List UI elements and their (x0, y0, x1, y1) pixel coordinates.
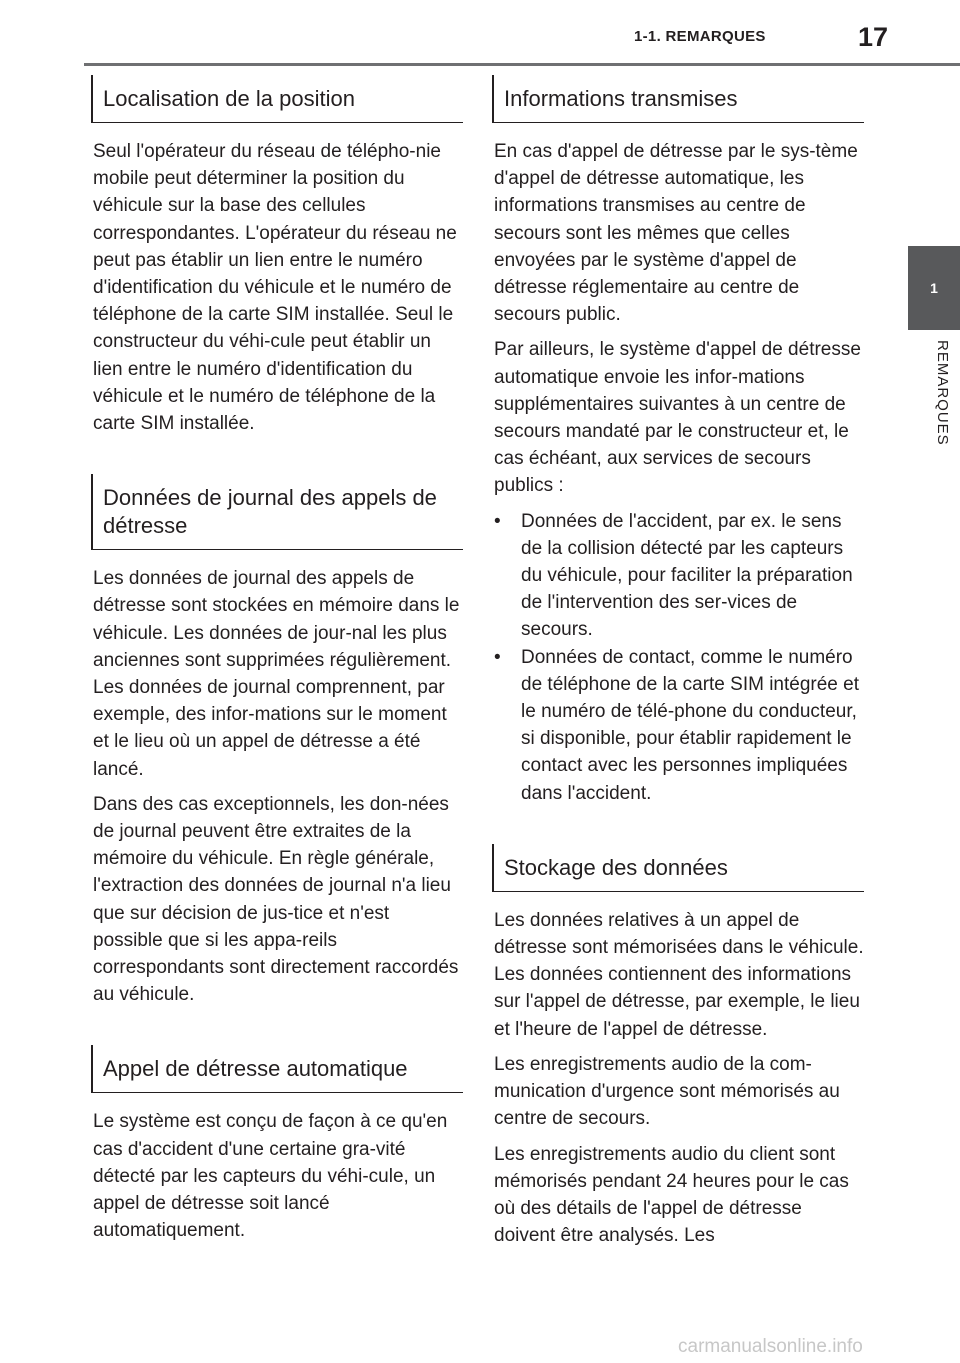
list-item: • Données de l'accident, par ex. le sens de la collision détecté par les capteurs du véhicule, pour faciliter la préparation de l'intervention des ser-vices de secours. (494, 508, 864, 644)
paragraph: Les données relatives à un appel de détresse sont mémorisées dans le véhicule. Les données contiennent des informations sur l'appel de détresse, par exemple, le lieu et l'heure de l'appel de détresse. (494, 909, 864, 1040)
paragraph: Par ailleurs, le système d'appel de détresse automatique envoie les infor-mations supplémentaires suivantes à un centre de secours mandaté par le constructeur et, le cas échéant, aux services de secours publics : (494, 339, 861, 497)
bullet-list (494, 508, 864, 807)
page-number: 17 (858, 22, 889, 52)
section-heading: Localisation de la position (91, 75, 463, 123)
section-gap (494, 815, 864, 844)
paragraph: Seul l'opérateur du réseau de télépho-nie mobile peut déterminer la position du véhicule sur la base des cellules correspondantes. L'opérateur du réseau ne peut pas établir un lien entre le numéro d'identification du véhicule et le numéro de téléphone de la carte SIM installée. Seul le constructeur du véhi-cule peut établir un lien entre le numéro d'identification du véhicule et le numéro de téléphone de la carte SIM installée. (93, 141, 457, 435)
chapter-tab-label: REMARQUES (934, 340, 951, 446)
paragraph: En cas d'appel de détresse par le sys-tème d'appel de détresse automatique, les informations transmises au centre de secours sont les mêmes que celles envoyées par le système d'appel de détresse réglementaire au centre de secours public. (494, 141, 858, 326)
running-header-title: 1-1. REMARQUES (634, 28, 766, 45)
left-column (93, 75, 463, 1253)
section-gap (93, 1016, 463, 1045)
paragraph: Le système est conçu de façon à ce qu'en cas d'accident d'une certaine gra-vité détecté par les capteurs du véhi-cule, un appel de détresse soit lancé automatiquement. (93, 1111, 448, 1242)
paragraph: Dans des cas exceptionnels, les don-nées de journal peuvent être extraites de la mémoire du véhicule. En règle générale, l'extraction des données de journal n'a lieu que sur décision de jus-tice et n'est possible que si les appa-reils correspondants sont directement raccordés au véhicule. (93, 793, 459, 1006)
section-heading: Appel de détresse automatique (91, 1045, 463, 1093)
paragraph: Les données de journal des appels de détresse sont stockées en mémoire dans le véhicule. Les données de jour-nal les plus anciennes sont supprimées régulièrement. Les données de journal comprennent, par exemple, des infor-mations sur le moment et le lieu où un appel de détresse a été lancé. (93, 568, 460, 780)
paragraph: Les enregistrements audio du client sont mémorisés pendant 24 heures pour le cas où des détails de l'appel de détresse doivent être analysés. Les (494, 1143, 849, 1247)
list-item: • Données de contact, comme le numéro de téléphone de la carte SIM intégrée et le numéro de télé-phone du conducteur, si disponible, pour établir rapidement le contact avec les personnes impliquées dans l'accident. (494, 644, 864, 807)
section-gap (93, 445, 463, 474)
section-heading: Stockage des données (492, 844, 864, 892)
chapter-tab (908, 246, 960, 330)
header-rule (84, 63, 960, 66)
section-heading: Données de journal des appels de détresse (91, 474, 463, 550)
paragraph: Les enregistrements audio de la com-munication d'urgence sont mémorisés au centre de secours. (494, 1053, 840, 1130)
chapter-tab-number: 1 (930, 280, 938, 296)
section-heading: Informations transmises (492, 75, 864, 123)
watermark: carmanualsonline.info (678, 1336, 863, 1357)
right-column (494, 75, 864, 1257)
